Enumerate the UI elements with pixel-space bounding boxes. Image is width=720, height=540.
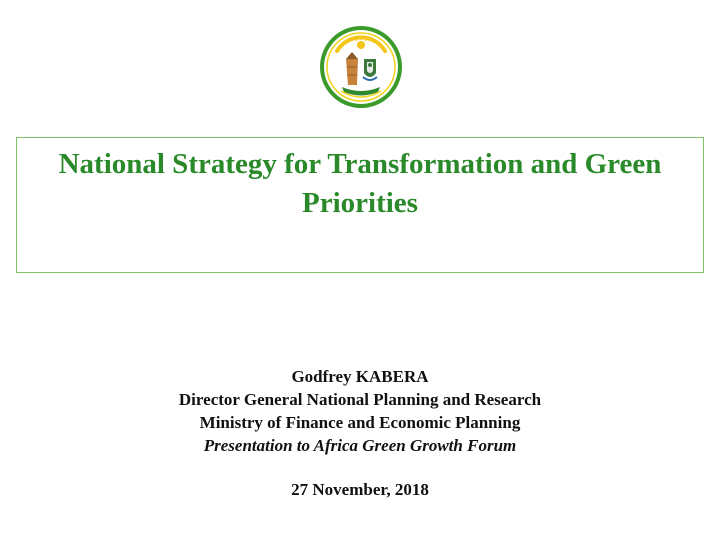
coat-of-arms-emblem (319, 25, 403, 109)
rwanda-coat-of-arms-icon (319, 25, 403, 109)
presentation-date: 27 November, 2018 (291, 480, 429, 499)
presenter-name: Godfrey KABERA (291, 367, 429, 386)
presenter-block (0, 365, 720, 501)
presentation-event: Presentation to Africa Green Growth Forum (203, 436, 517, 455)
presentation-title: National Strategy for Transformation and Green Priorities (58, 148, 662, 219)
presenter-ministry: Ministry of Finance and Economic Planning (199, 413, 521, 432)
presenter-position: Director General National Planning and Research (178, 390, 542, 409)
title-box (16, 137, 704, 273)
